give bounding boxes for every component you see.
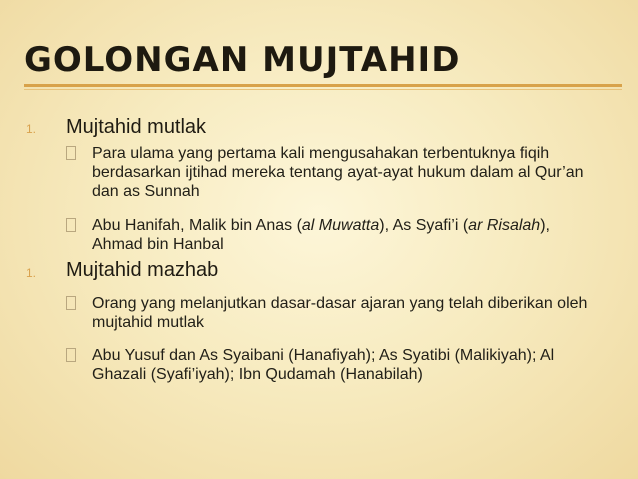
- bullet-text: Abu Yusuf dan As Syaibani (Hanafiyah); As Syatibi (Malikiyah); Al Ghazali (Syafi’iyah); Ibn Qudamah (Hanabilah): [92, 347, 555, 383]
- bullet-text: [92, 216, 602, 254]
- bullet-text-part: Abu Hanifah, Malik bin Anas (: [92, 217, 302, 234]
- section-number: 1.: [26, 122, 37, 136]
- slide-title: GOLONGAN MUJTAHID: [24, 40, 461, 80]
- bullet-text-italic: ar Risalah: [468, 217, 541, 234]
- bullet-text-part: ), Ahmad bin Hanbal: [92, 217, 550, 253]
- title-underline: [24, 84, 622, 87]
- title-underline-thin: [24, 89, 622, 90]
- bullet-text-italic: al Muwatta: [301, 217, 380, 234]
- bullet-icon: [66, 146, 76, 160]
- section-heading: Mujtahid mazhab: [66, 259, 219, 281]
- bullet-icon: [66, 218, 76, 232]
- section-number: 1.: [26, 266, 37, 280]
- bullet-text-part: ), As Syafi’i (: [379, 217, 469, 234]
- bullet-icon: [66, 296, 76, 310]
- bullet-text: Para ulama yang pertama kali mengusahakan terbentuknya fiqih berdasarkan ijtihad mereka tentang ayat-ayat hukum dalam al Qur’an dan as Sunnah: [92, 145, 584, 200]
- bullet-icon: [66, 348, 76, 362]
- bullet-text: Orang yang melanjutkan dasar-dasar ajaran yang telah diberikan oleh mujtahid mutlak: [92, 295, 588, 331]
- section-heading: Mujtahid mutlak: [66, 116, 207, 138]
